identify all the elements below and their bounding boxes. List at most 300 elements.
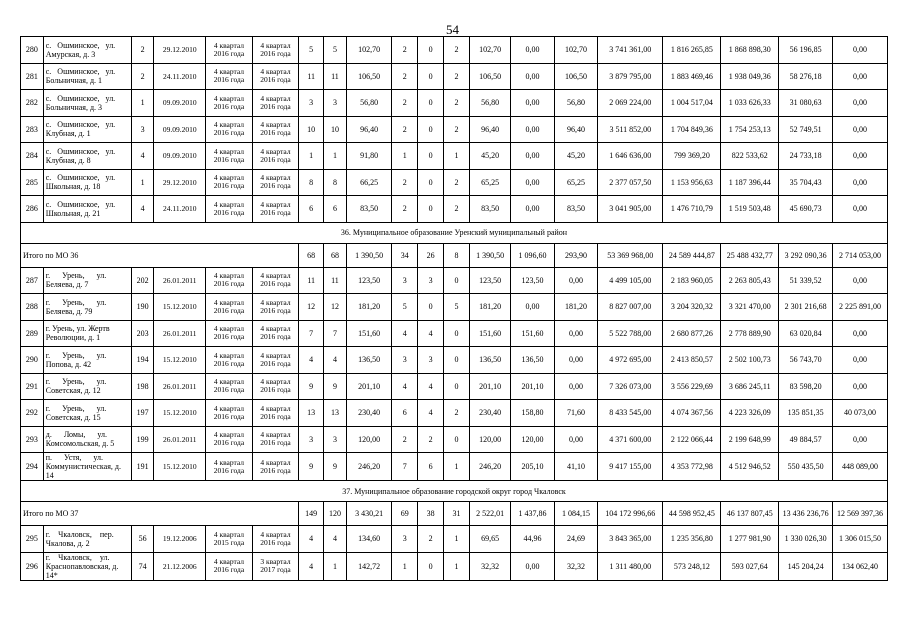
area-cell: 136,50 — [346, 347, 392, 374]
total-row-36 — [21, 243, 888, 267]
money-total-total: 53 369 968,00 — [598, 243, 663, 267]
money-other-cell: 0,00 — [833, 90, 888, 117]
area-a-cell: 0,00 — [511, 90, 554, 117]
money-region-total: 46 137 807,45 — [721, 502, 779, 526]
quarter-fact-cell: 4 квартал 2016 года — [252, 453, 299, 481]
date-cell: 15.12.2010 — [154, 347, 206, 374]
count-total-cell: 12 — [299, 294, 324, 321]
area-total-cell: 65,25 — [469, 169, 510, 196]
premises-total-cell: 2 — [392, 196, 418, 223]
premises-a-cell: 0 — [418, 37, 444, 64]
premises-total-cell: 7 — [392, 453, 418, 481]
money-other-cell: 0,00 — [833, 37, 888, 64]
count-total-cell: 10 — [299, 116, 324, 143]
premises-total-cell: 6 — [392, 400, 418, 427]
count-total-cell: 4 — [299, 347, 324, 374]
premises-b-cell: 5 — [444, 294, 470, 321]
premises-total-cell: 1 — [392, 552, 418, 580]
count-resettled-cell: 12 — [324, 294, 347, 321]
section-title: 36. Муниципальное образование Уренский муниципальный район — [21, 222, 888, 243]
code-cell: 1 — [131, 169, 154, 196]
date-cell: 09.09.2010 — [154, 143, 206, 170]
money-other-cell: 1 306 015,50 — [833, 526, 888, 553]
count-resettled-cell: 1 — [324, 552, 347, 580]
premises-b-total: 8 — [444, 243, 470, 267]
area-b-cell: 56,80 — [554, 90, 597, 117]
money-municipal-cell: 145 204,24 — [779, 552, 833, 580]
area-a-cell: 0,00 — [511, 63, 554, 90]
money-region-cell: 1 187 396,44 — [721, 169, 779, 196]
count-resettled-cell: 6 — [324, 196, 347, 223]
area-b-cell: 181,20 — [554, 294, 597, 321]
money-other-cell: 0,00 — [833, 143, 888, 170]
area-cell: 120,00 — [346, 426, 392, 453]
money-fund-cell: 3 204 320,32 — [663, 294, 721, 321]
premises-a-cell: 0 — [418, 196, 444, 223]
money-fund-cell: 1 816 265,85 — [663, 37, 721, 64]
money-municipal-total: 13 436 236,76 — [779, 502, 833, 526]
count-total-cell: 9 — [299, 373, 324, 400]
quarter-plan-cell: 4 квартал 2016 года — [206, 347, 253, 374]
area-b-cell: 102,70 — [554, 37, 597, 64]
area-cell: 134,60 — [346, 526, 392, 553]
row-number: 281 — [21, 63, 44, 90]
money-other-cell: 134 062,40 — [833, 552, 888, 580]
money-municipal-cell: 56 196,85 — [779, 37, 833, 64]
section-37-header — [21, 481, 888, 502]
code-cell: 2 — [131, 63, 154, 90]
area-total-cell: 136,50 — [469, 347, 510, 374]
quarter-fact-cell: 4 квартал 2016 года — [252, 143, 299, 170]
count-resettled-cell: 7 — [324, 320, 347, 347]
quarter-fact-cell: 4 квартал 2016 года — [252, 294, 299, 321]
premises-total-cell: 4 — [392, 320, 418, 347]
money-total-cell: 1 311 480,00 — [598, 552, 663, 580]
quarter-fact-cell: 4 квартал 2016 года — [252, 90, 299, 117]
row-number: 289 — [21, 320, 44, 347]
area-a-cell: 120,00 — [511, 426, 554, 453]
premises-a-cell: 4 — [418, 400, 444, 427]
area-total-cell: 230,40 — [469, 400, 510, 427]
money-municipal-cell: 24 733,18 — [779, 143, 833, 170]
money-fund-cell: 2 122 066,44 — [663, 426, 721, 453]
table-row — [21, 169, 888, 196]
premises-a-cell: 0 — [418, 116, 444, 143]
quarter-fact-cell: 4 квартал 2016 года — [252, 320, 299, 347]
area-a-cell: 205,10 — [511, 453, 554, 481]
count-total-cell: 6 — [299, 196, 324, 223]
area-b-cell: 0,00 — [554, 320, 597, 347]
code-cell: 56 — [131, 526, 154, 553]
money-municipal-cell: 63 020,84 — [779, 320, 833, 347]
money-municipal-cell: 550 435,50 — [779, 453, 833, 481]
count-total-cell: 4 — [299, 526, 324, 553]
money-region-cell: 3 686 245,11 — [721, 373, 779, 400]
money-region-cell: 4 223 326,09 — [721, 400, 779, 427]
money-other-cell: 0,00 — [833, 267, 888, 294]
row-number: 290 — [21, 347, 44, 374]
code-cell: 4 — [131, 143, 154, 170]
quarter-plan-cell: 4 квартал 2016 года — [206, 90, 253, 117]
money-municipal-cell: 52 749,51 — [779, 116, 833, 143]
money-other-cell: 448 089,00 — [833, 453, 888, 481]
premises-total-cell: 2 — [392, 90, 418, 117]
premises-b-cell: 1 — [444, 552, 470, 580]
date-cell: 09.09.2010 — [154, 90, 206, 117]
area-cell: 151,60 — [346, 320, 392, 347]
date-cell: 26.01.2011 — [154, 267, 206, 294]
address-cell: с. Ошминское, ул. Клубная, д. 1 — [43, 116, 131, 143]
row-number: 286 — [21, 196, 44, 223]
money-region-cell: 4 512 946,52 — [721, 453, 779, 481]
area-total-cell: 56,80 — [469, 90, 510, 117]
premises-total-cell: 3 — [392, 526, 418, 553]
money-region-cell: 1 938 049,36 — [721, 63, 779, 90]
quarter-plan-cell: 4 квартал 2016 года — [206, 267, 253, 294]
area-total-cell: 151,60 — [469, 320, 510, 347]
date-cell: 15.12.2010 — [154, 400, 206, 427]
count-total-cell: 11 — [299, 63, 324, 90]
quarter-fact-cell: 3 квартал 2017 года — [252, 552, 299, 580]
quarter-plan-cell: 4 квартал 2016 года — [206, 63, 253, 90]
money-total-cell: 3 843 365,00 — [598, 526, 663, 553]
money-region-cell: 1 868 898,30 — [721, 37, 779, 64]
count-total-total: 68 — [299, 243, 324, 267]
money-region-cell: 1 277 981,90 — [721, 526, 779, 553]
address-cell: г. Урень, ул. Беляева, д. 7 — [43, 267, 131, 294]
address-cell: г. Чкаловск, пер. Чкалова, д. 2 — [43, 526, 131, 553]
area-b-cell: 65,25 — [554, 169, 597, 196]
premises-a-cell: 2 — [418, 526, 444, 553]
area-b-cell: 41,10 — [554, 453, 597, 481]
money-municipal-cell: 83 598,20 — [779, 373, 833, 400]
money-fund-cell: 2 680 877,26 — [663, 320, 721, 347]
count-total-cell: 3 — [299, 90, 324, 117]
table-row — [21, 90, 888, 117]
area-b-cell: 0,00 — [554, 267, 597, 294]
quarter-plan-cell: 4 квартал 2016 года — [206, 294, 253, 321]
area-a-total: 1 437,86 — [511, 502, 554, 526]
area-b-cell: 0,00 — [554, 426, 597, 453]
area-cell: 181,20 — [346, 294, 392, 321]
date-cell: 26.01.2011 — [154, 320, 206, 347]
date-cell: 24.11.2010 — [154, 63, 206, 90]
row-number: 285 — [21, 169, 44, 196]
count-resettled-cell: 5 — [324, 37, 347, 64]
area-cell: 230,40 — [346, 400, 392, 427]
premises-a-cell: 4 — [418, 373, 444, 400]
money-region-cell: 822 533,62 — [721, 143, 779, 170]
money-municipal-cell: 2 301 216,68 — [779, 294, 833, 321]
area-total-cell: 201,10 — [469, 373, 510, 400]
address-cell: г. Урень, ул. Попова, д. 42 — [43, 347, 131, 374]
area-total-cell: 181,20 — [469, 294, 510, 321]
money-other-cell: 0,00 — [833, 320, 888, 347]
area-total-cell: 106,50 — [469, 63, 510, 90]
count-resettled-cell: 11 — [324, 267, 347, 294]
area-cell: 123,50 — [346, 267, 392, 294]
area-cell: 83,50 — [346, 196, 392, 223]
row-number: 292 — [21, 400, 44, 427]
premises-b-cell: 0 — [444, 373, 470, 400]
quarter-plan-cell: 4 квартал 2016 года — [206, 426, 253, 453]
area-cell: 201,10 — [346, 373, 392, 400]
table-row — [21, 37, 888, 64]
row-number: 293 — [21, 426, 44, 453]
money-region-cell: 2 263 805,43 — [721, 267, 779, 294]
money-total-cell: 2 069 224,00 — [598, 90, 663, 117]
row-number: 284 — [21, 143, 44, 170]
money-municipal-total: 3 292 090,36 — [779, 243, 833, 267]
date-cell: 29.12.2010 — [154, 37, 206, 64]
money-fund-cell: 1 004 517,04 — [663, 90, 721, 117]
premises-b-cell: 2 — [444, 196, 470, 223]
date-cell: 15.12.2010 — [154, 294, 206, 321]
money-municipal-cell: 49 884,57 — [779, 426, 833, 453]
premises-b-cell: 0 — [444, 267, 470, 294]
table-row — [21, 453, 888, 481]
money-region-cell: 1 519 503,48 — [721, 196, 779, 223]
premises-total-cell: 2 — [392, 116, 418, 143]
table-row — [21, 196, 888, 223]
premises-b-cell: 1 — [444, 453, 470, 481]
area-total-cell: 120,00 — [469, 426, 510, 453]
count-resettled-cell: 13 — [324, 400, 347, 427]
code-cell: 3 — [131, 116, 154, 143]
count-resettled-cell: 8 — [324, 169, 347, 196]
area-a-cell: 0,00 — [511, 37, 554, 64]
money-region-cell: 1 033 626,33 — [721, 90, 779, 117]
money-fund-cell: 2 183 960,05 — [663, 267, 721, 294]
quarter-fact-cell: 4 квартал 2016 года — [252, 63, 299, 90]
money-fund-cell: 1 476 710,79 — [663, 196, 721, 223]
premises-a-cell: 6 — [418, 453, 444, 481]
area-a-cell: 201,10 — [511, 373, 554, 400]
address-cell: г. Урень, ул. Советская, д. 12 — [43, 373, 131, 400]
premises-b-cell: 2 — [444, 37, 470, 64]
money-total-cell: 5 522 788,00 — [598, 320, 663, 347]
code-cell: 4 — [131, 196, 154, 223]
money-region-total: 25 488 432,77 — [721, 243, 779, 267]
address-cell: с. Ошминское, ул. Школьная, д. 18 — [43, 169, 131, 196]
area-cell: 66,25 — [346, 169, 392, 196]
area-b-cell: 45,20 — [554, 143, 597, 170]
count-resettled-cell: 4 — [324, 526, 347, 553]
code-cell: 197 — [131, 400, 154, 427]
area-a-cell: 0,00 — [511, 143, 554, 170]
table-row — [21, 373, 888, 400]
money-other-cell: 0,00 — [833, 63, 888, 90]
money-total-cell: 3 879 795,00 — [598, 63, 663, 90]
premises-total-cell: 4 — [392, 373, 418, 400]
date-cell: 21.12.2006 — [154, 552, 206, 580]
premises-b-cell: 0 — [444, 347, 470, 374]
premises-total-cell: 2 — [392, 426, 418, 453]
total-label: Итого по МО 37 — [21, 502, 299, 526]
premises-total-total: 69 — [392, 502, 418, 526]
premises-a-cell: 3 — [418, 267, 444, 294]
premises-b-cell: 2 — [444, 169, 470, 196]
area-b-cell: 71,60 — [554, 400, 597, 427]
row-number: 280 — [21, 37, 44, 64]
code-cell: 202 — [131, 267, 154, 294]
premises-a-cell: 0 — [418, 143, 444, 170]
area-a-cell: 0,00 — [511, 169, 554, 196]
area-total-cell: 45,20 — [469, 143, 510, 170]
area-total-cell: 246,20 — [469, 453, 510, 481]
code-cell: 1 — [131, 90, 154, 117]
area-cell: 106,50 — [346, 63, 392, 90]
money-fund-cell: 1 153 956,63 — [663, 169, 721, 196]
section-36-header — [21, 222, 888, 243]
area-total-cell: 123,50 — [469, 267, 510, 294]
money-other-cell: 0,00 — [833, 373, 888, 400]
area-cell: 142,72 — [346, 552, 392, 580]
address-cell: с. Ошминское, ул. Больничная, д. 1 — [43, 63, 131, 90]
table-row — [21, 400, 888, 427]
quarter-plan-cell: 4 квартал 2016 года — [206, 169, 253, 196]
premises-total-cell: 3 — [392, 347, 418, 374]
area-total-cell: 96,40 — [469, 116, 510, 143]
area-total-cell: 32,32 — [469, 552, 510, 580]
money-region-cell: 593 027,64 — [721, 552, 779, 580]
count-total-cell: 1 — [299, 143, 324, 170]
money-other-cell: 0,00 — [833, 116, 888, 143]
quarter-plan-cell: 4 квартал 2016 года — [206, 373, 253, 400]
money-fund-cell: 4 074 367,56 — [663, 400, 721, 427]
area-cell: 102,70 — [346, 37, 392, 64]
quarter-fact-cell: 4 квартал 2016 года — [252, 267, 299, 294]
money-region-cell: 2 502 100,73 — [721, 347, 779, 374]
area-a-cell: 158,80 — [511, 400, 554, 427]
area-a-cell: 0,00 — [511, 552, 554, 580]
money-municipal-cell: 58 276,18 — [779, 63, 833, 90]
resettlement-table — [20, 36, 888, 581]
quarter-plan-cell: 4 квартал 2016 года — [206, 116, 253, 143]
money-fund-cell: 1 704 849,36 — [663, 116, 721, 143]
count-total-cell: 11 — [299, 267, 324, 294]
area-total-total: 2 522,01 — [469, 502, 510, 526]
area-b-cell: 83,50 — [554, 196, 597, 223]
quarter-plan-cell: 4 квартал 2016 года — [206, 400, 253, 427]
count-total-cell: 9 — [299, 453, 324, 481]
premises-total-cell: 2 — [392, 37, 418, 64]
money-fund-total: 44 598 952,45 — [663, 502, 721, 526]
money-other-cell: 0,00 — [833, 169, 888, 196]
area-b-total: 293,90 — [554, 243, 597, 267]
money-total-cell: 8 827 007,00 — [598, 294, 663, 321]
code-cell: 2 — [131, 37, 154, 64]
money-municipal-cell: 45 690,73 — [779, 196, 833, 223]
area-a-total: 1 096,60 — [511, 243, 554, 267]
count-resettled-cell: 9 — [324, 373, 347, 400]
money-other-cell: 0,00 — [833, 347, 888, 374]
money-fund-cell: 4 353 772,98 — [663, 453, 721, 481]
row-number: 294 — [21, 453, 44, 481]
total-row-37 — [21, 502, 888, 526]
row-number: 282 — [21, 90, 44, 117]
money-other-total: 12 569 397,36 — [833, 502, 888, 526]
date-cell: 26.01.2011 — [154, 426, 206, 453]
money-total-cell: 4 371 600,00 — [598, 426, 663, 453]
money-fund-cell: 573 248,12 — [663, 552, 721, 580]
quarter-plan-cell: 4 квартал 2016 года — [206, 552, 253, 580]
total-label: Итого по МО 36 — [21, 243, 299, 267]
money-fund-cell: 2 413 850,57 — [663, 347, 721, 374]
address-cell: г. Урень, ул. Советская, д. 15 — [43, 400, 131, 427]
code-cell: 74 — [131, 552, 154, 580]
table-row — [21, 320, 888, 347]
area-b-cell: 106,50 — [554, 63, 597, 90]
premises-b-cell: 2 — [444, 400, 470, 427]
code-cell: 203 — [131, 320, 154, 347]
table-row — [21, 116, 888, 143]
area-a-cell: 123,50 — [511, 267, 554, 294]
money-municipal-cell: 1 330 026,30 — [779, 526, 833, 553]
row-number: 288 — [21, 294, 44, 321]
quarter-plan-cell: 4 квартал 2015 года — [206, 526, 253, 553]
premises-a-cell: 0 — [418, 169, 444, 196]
code-cell: 190 — [131, 294, 154, 321]
date-cell: 24.11.2010 — [154, 196, 206, 223]
address-cell: п. Устя, ул. Коммунистическая, д. 14 — [43, 453, 131, 481]
count-total-cell: 7 — [299, 320, 324, 347]
area-b-cell: 32,32 — [554, 552, 597, 580]
premises-a-cell: 0 — [418, 552, 444, 580]
quarter-plan-cell: 4 квартал 2016 года — [206, 196, 253, 223]
money-other-cell: 0,00 — [833, 196, 888, 223]
code-cell: 198 — [131, 373, 154, 400]
address-cell: с. Ошминское, ул. Больничная, д. 3 — [43, 90, 131, 117]
area-total: 1 390,50 — [346, 243, 392, 267]
address-cell: с. Ошминское, ул. Амурская, д. 3 — [43, 37, 131, 64]
count-resettled-cell: 9 — [324, 453, 347, 481]
quarter-plan-cell: 4 квартал 2016 года — [206, 143, 253, 170]
money-municipal-cell: 51 339,52 — [779, 267, 833, 294]
address-cell: г. Чкаловск, ул. Краснопавловская, д. 14* — [43, 552, 131, 580]
count-resettled-cell: 1 — [324, 143, 347, 170]
premises-b-cell: 2 — [444, 116, 470, 143]
table-row — [21, 347, 888, 374]
premises-b-cell: 0 — [444, 426, 470, 453]
area-cell: 56,80 — [346, 90, 392, 117]
area-total-cell: 69,65 — [469, 526, 510, 553]
count-resettled-cell: 3 — [324, 90, 347, 117]
code-cell: 194 — [131, 347, 154, 374]
area-b-cell: 24,69 — [554, 526, 597, 553]
count-resettled-cell: 11 — [324, 63, 347, 90]
count-total-total: 149 — [299, 502, 324, 526]
address-cell: с. Ошминское, ул. Клубная, д. 8 — [43, 143, 131, 170]
row-number: 296 — [21, 552, 44, 580]
row-number: 287 — [21, 267, 44, 294]
date-cell: 29.12.2010 — [154, 169, 206, 196]
area-a-cell: 0,00 — [511, 294, 554, 321]
premises-b-cell: 2 — [444, 90, 470, 117]
count-total-cell: 4 — [299, 552, 324, 580]
table-row — [21, 143, 888, 170]
premises-a-total: 26 — [418, 243, 444, 267]
area-cell: 91,80 — [346, 143, 392, 170]
table-row — [21, 552, 888, 580]
money-total-cell: 1 646 636,00 — [598, 143, 663, 170]
premises-a-total: 38 — [418, 502, 444, 526]
money-total-cell: 9 417 155,00 — [598, 453, 663, 481]
premises-a-cell: 0 — [418, 63, 444, 90]
premises-a-cell: 2 — [418, 426, 444, 453]
area-cell: 246,20 — [346, 453, 392, 481]
money-region-cell: 2 778 889,90 — [721, 320, 779, 347]
